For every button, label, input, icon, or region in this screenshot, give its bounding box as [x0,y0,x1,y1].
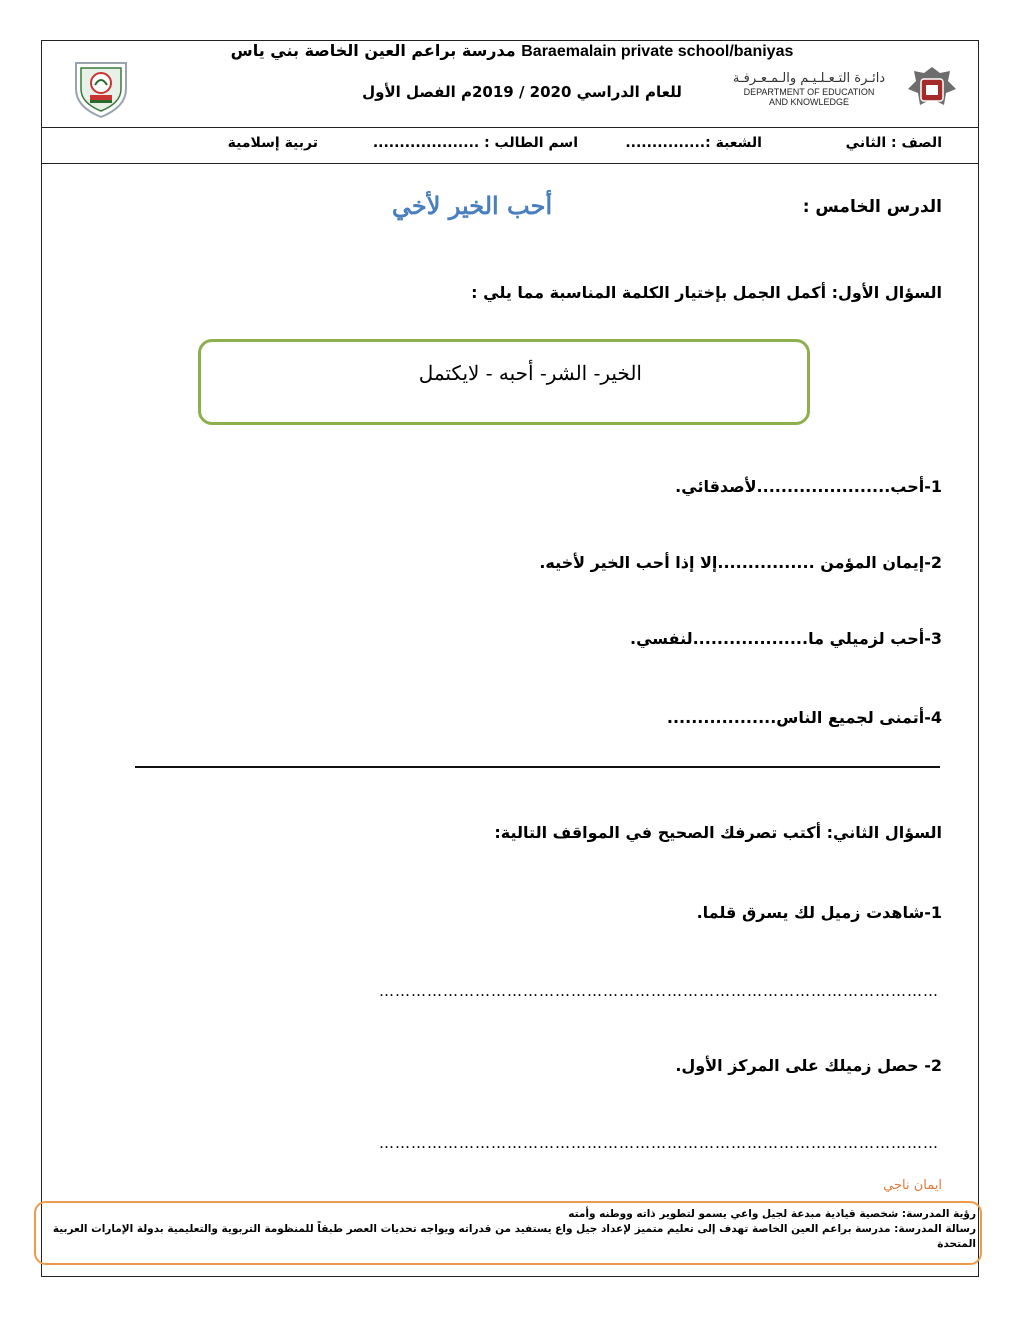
school-vision: رؤية المدرسة: شخصية قيادية مبدعة لجيل واعي يسمو لتطوير ذاته ووطنه وأمته [568,1208,976,1220]
teacher-name: ايمان ناجي [883,1178,942,1193]
emirate-emblem-icon [904,63,960,113]
q2-answer-line-2[interactable]: …………………………………………………………………………………………… [379,1134,939,1152]
header-divider [42,127,978,128]
q1-item-2: 2-إيمان المؤمن ................إلا إذا أحب الخير لأخيه. [539,553,942,572]
q2-item-1: 1-شاهدت زميل لك يسرق قلما. [696,903,942,922]
student-name-label: اسم الطالب : ........... [420,135,578,151]
academic-year: للعام الدراسي 2020 / 2019م الفصل الأول [362,83,682,101]
word-bank: الخير- الشر- أحبه - لايكتمل [418,361,642,385]
student-name-field [373,135,578,151]
lesson-title: أحب الخير لأخي [391,191,553,220]
question2-prompt: السؤال الثاني: أكتب تصرفك الصحيح في المواقف التالية: [494,823,942,842]
section-field: الشعبة :............... [625,135,762,151]
q1-item-1: 1-أحب......................لأصدقائي. [675,477,942,496]
worksheet-page [41,40,979,1277]
q2-answer-line-1[interactable]: …………………………………………………………………………………………… [379,982,939,1000]
info-divider [42,163,978,164]
department-en-line1: DEPARTMENT OF EDUCATION [743,87,875,97]
department-name-ar: دائـرة التـعـلـيـم والـمـعـرفـة [732,71,886,86]
q1-item-3: 3-أحب لزميلي ما...................لنفسي. [630,629,942,648]
grade-label: الصف : الثاني [845,135,942,151]
school-logo [70,55,132,119]
section-separator [135,766,940,768]
school-name-ar: مدرسة براعم العين الخاصة بني ياس [230,41,516,60]
subject-label: تربية إسلامية [227,135,318,151]
school-mission: رسالة المدرسة: مدرسة براعم العين الخاصة تهدف إلى تعليم متميز لإعداد جيل واع يستفيد من قدراته ويواجه تحديات العصر طبقاً للمنظومة التربوية والتعليمية بدولة الإمارات العربية المتحدة [52,1223,976,1250]
department-name-en [714,87,904,107]
q1-item-4: 4-أتمنى لجميع الناس.................. [666,708,942,727]
question1-prompt: السؤال الأول: أكمل الجمل بإختيار الكلمة المناسبة مما يلي : [471,283,942,302]
department-en-line2: AND KNOWLEDGE [768,97,849,107]
student-name-dots: ......... [372,135,421,151]
school-name-en: Baraemalain private school/baniyas [521,43,794,60]
q2-item-2: 2- حصل زميلك على المركز الأول. [675,1056,942,1075]
school-name [192,41,832,61]
lesson-label: الدرس الخامس : [802,197,942,217]
